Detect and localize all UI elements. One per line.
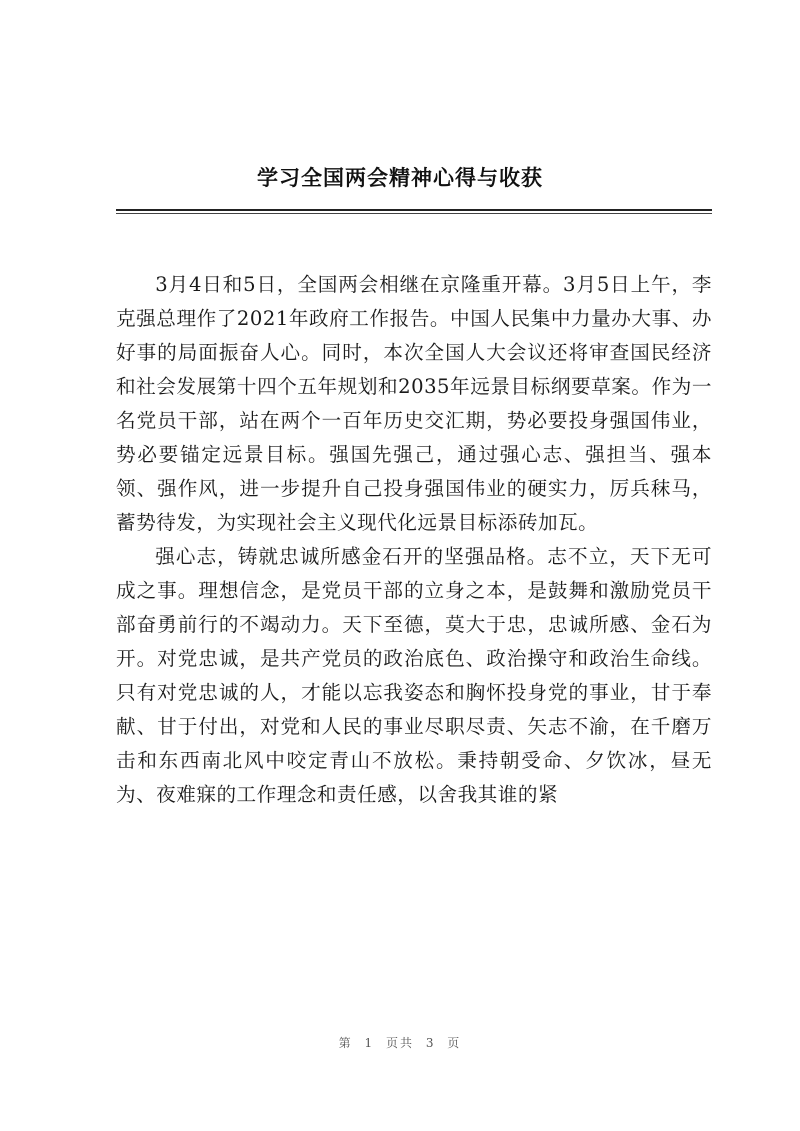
document-title: 学习全国两会精神心得与收获 — [257, 166, 543, 190]
title-divider-thin — [116, 213, 712, 214]
page-footer — [0, 1034, 800, 1051]
footer-suffix: 页 — [447, 1036, 462, 1050]
total-pages: 3 — [425, 1036, 436, 1050]
current-page-number: 1 — [364, 1036, 375, 1050]
document-body — [116, 268, 712, 812]
paragraph: 强心志，铸就忠诚所感金石开的坚强品格。志不立，天下无可成之事。理想信念，是党员干部的立身之本，是鼓舞和激励党员干部奋勇前行的不竭动力。天下至德，莫大于忠，忠诚所感、金石为开。对党忠诚，是共产党员的政治底色、政治操守和政治生命线。只有对党忠诚的人，才能以忘我姿态和胸怀投身党的事业，甘于奉献、甘于付出，对党和人民的事业尽职尽责、矢志不渝，在千磨万击和东西南北风中咬定青山不放松。秉持朝受命、夕饮冰，昼无为、夜难寐的工作理念和责任感，以舍我其谁的紧 — [116, 545, 712, 806]
paragraph: 3月4日和5日，全国两会相继在京隆重开幕。3月5日上午，李克强总理作了2021年政府工作报告。中国人民集中力量办大事、办好事的局面振奋人心。同时，本次全国人大会议还将审查国民经济和社会发展第十四个五年规划和2035年远景目标纲要草案。作为一名党员干部，站在两个一百年历史交汇期，势必要投身强国伟业，势必要锚定远景目标。强国先强己，通过强心志、强担当、强本领、强作风，进一步提升自己投身强国伟业的硬实力，厉兵秣马，蓄势待发，为实现社会主义现代化远景目标添砖加瓦。 — [116, 273, 712, 534]
title-divider — [116, 209, 712, 211]
footer-prefix: 第 — [338, 1036, 353, 1050]
footer-middle: 页共 — [385, 1036, 414, 1050]
